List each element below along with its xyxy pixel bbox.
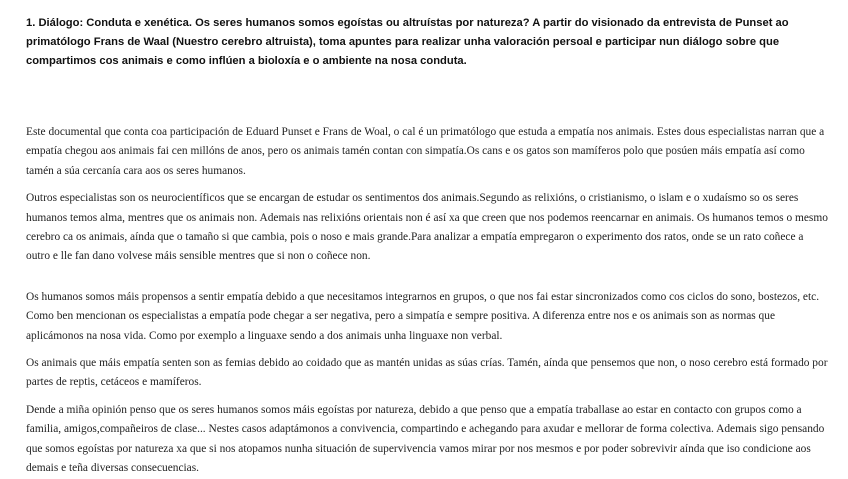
essay-paragraph-2: Outros especialistas son os neurocientíficos que se encargan de estudar os sentimentos dos animais.Segundo as relixións, o cristianismo, o islam e o xudaísmo so os seres humanos temos alma, mentres que os animais non. Ademais nas relixións orientais non é así xa que creen que nos podemos reencarnar en animais. Os humanos temos o mesmo cerebro ca os animais, aínda que o tamaño si que cambia, pois o noso e mais grande.Para analizar a empatía empregaron o experimento dos ratos, onde se un rato coñece a outro e lle fan dano volvese máis sensible mentres que si non o coñece non. [26,192,828,263]
essay-paragraph-4: Os animais que máis empatía senten son as femias debido ao coidado que as mantén unidas as súas crías. Tamén, aínda que pensemos que non, o noso cerebro está formado por partes de reptis, cetáceos e mamíferos. [26,357,828,389]
essay-paragraph-5: Dende a miña opinión penso que os seres humanos somos máis egoístas por natureza, debido a que penso que a empatía traballase ao estar en contacto con grupos como a familia, amigos,compañeiros de clase... Nestes casos adaptámonos a convivencia, compartindo e achegando para axudar e mellorar de forma colectiva. Ademais sigo pensando que somos egoístas por natureza xa que si nos atopamos nunha situación de supervivencia vamos mirar por nos mesmos e por poder sobrevivir aínda que iso condicione aos demais e teña diversas consecuencias. [26,403,825,475]
essay-paragraph-1: Este documental que conta coa participación de Eduard Punset e Frans de Woal, o cal é un primatólogo que estuda a empatía nos animais. Estes dous especialistas narran que a empatía chegou aos animais fai cen millóns de anos, pero os animais tamén contan con simpatía.Os cans e os gatos son mamíferos polo que posúen máis empatía así como tamén a súa cercanía cara aos os seres humanos. [26,126,825,177]
assignment-prompt: 1. Diálogo: Conduta e xenética. Os seres humanos somos egoístas ou altruístas por natureza? A partir do visionado da entrevista de Punset ao primatólogo Frans de Waal (Nuestro cerebro altruista), toma apuntes para realizar unha valoración persoal e participar nun diálogo sobre que compartimos cos animais e como inflúen a bioloxía e o ambiente na nosa conduta. [26,17,789,67]
document-body [26,14,828,479]
essay-paragraph-3: Os humanos somos máis propensos a sentir empatía debido a que necesitamos integrarnos en grupos, o que nos fai estar sincronizados como cos ciclos do sono, bostezos, etc. Como ben mencionan os especialistas a empatía pode chegar a ser negativa, pero a simpatía e sempre positiva. A diferenza entre nos e os animais son as normas que aplicámonos na nosa vida. Como por exemplo a linguaxe sendo a dos animais unha linguaxe non verbal. [26,290,820,342]
